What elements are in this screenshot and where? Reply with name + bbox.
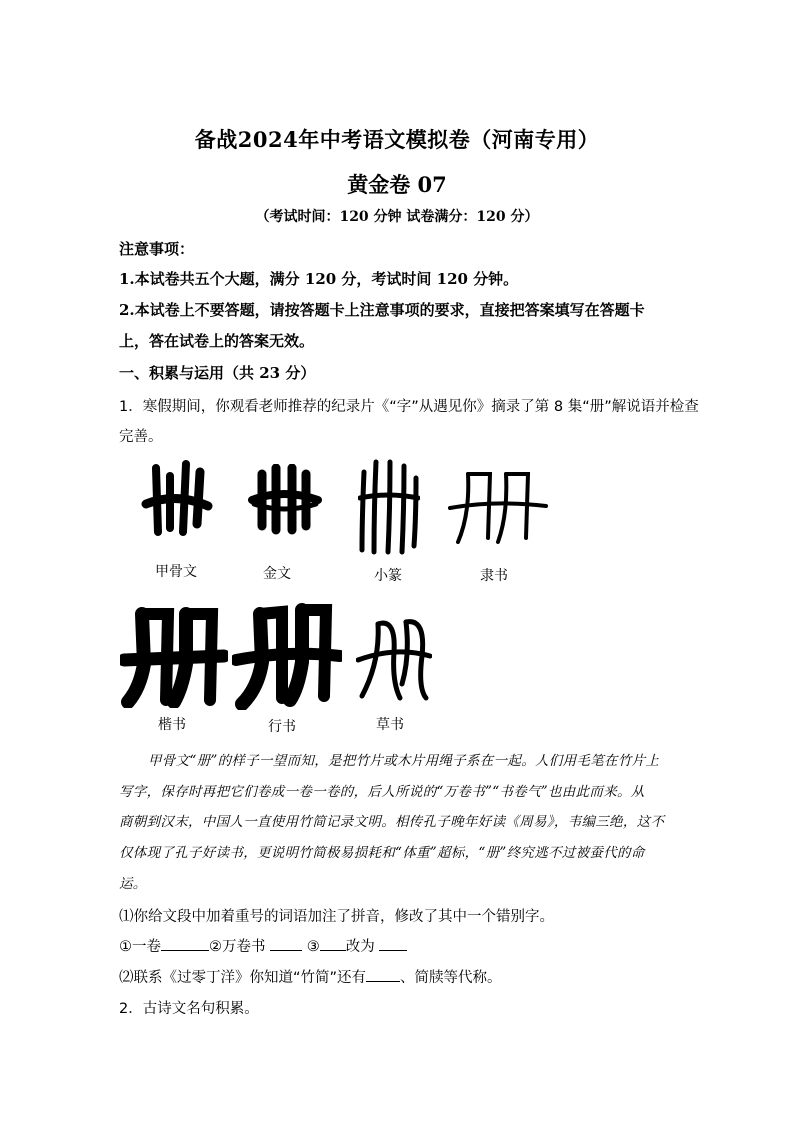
passage-line-1: 甲骨文“册”的样子一望而知，是把竹片或木片用绳子系在一起。人们用毛笔在竹片上 [148,753,660,769]
question-1-line-1: 1．寒假期间，你观看老师推荐的纪录片《“字”从遇见你》摘录了第 8 集“册”解说语并检查 [119,399,699,415]
notes-heading: 注意事项： [119,240,195,258]
notes-item-1: 1.本试卷共五个大题，满分 120 分，考试时间 120 分钟。 [119,270,519,288]
section-1-heading: 一、积累与运用（共 23 分） [119,364,316,382]
clerical-script-glyph-image [446,464,550,546]
answer-blank-3[interactable] [320,936,346,951]
exam-title: 备战2024年中考语文模拟卷（河南专用） [194,127,600,152]
subquestion-1-2-text-a: ⑵联系《过零丁洋》你知道“竹简”还有 [119,970,367,986]
caption-clerical: 隶书 [480,568,508,584]
question-1-line-2: 完善。 [119,429,163,445]
bronze-script-glyph-image [248,464,322,536]
notes-item-2-line-1: 2.本试卷上不要答题，请按答题卡上注意事项的要求，直接把答案填写在答题卡 [119,301,645,319]
regular-script-glyph-image [120,604,228,708]
passage-line-4: 仅体现了孔子好读书，更说明竹简极易损耗和“体重”超标，“册”终究逃不过被蚕代的命 [119,845,645,861]
exam-info: （考试时间：120 分钟 试卷满分：120 分） [255,209,539,225]
oracle-bone-glyph-image [140,458,216,542]
passage-line-3: 商朝到汉末，中国人一直使用竹简记录文明。相传孔子晚年好读《周易》，韦编三绝，这不 [119,814,665,830]
fill-in-row [119,935,679,956]
answer-blank-4[interactable] [379,936,407,951]
question-2: 2．古诗文名句积累。 [119,1001,259,1017]
caption-running: 行书 [268,719,296,735]
subquestion-1-1: ⑴你给文段中加着重号的词语加注了拼音，修改了其中一个错别字。 [119,909,554,925]
answer-blank-1[interactable] [161,936,209,951]
running-script-glyph-image [232,600,342,710]
fill-label-3: ③ [306,939,320,955]
caption-small-seal: 小篆 [374,568,402,584]
caption-oracle-bone: 甲骨文 [155,564,197,580]
caption-regular: 楷书 [158,717,186,733]
fill-label-2: ②万卷书 [209,939,266,955]
caption-cursive: 草书 [376,717,404,733]
exam-subtitle: 黄金卷 07 [347,172,447,197]
cursive-script-glyph-image [356,612,432,702]
fill-label-4: 改为 [345,939,375,955]
subquestion-1-2-text-b: 、简牍等代称。 [400,970,502,986]
answer-blank-5[interactable] [366,967,400,982]
fill-label-1: ①一卷 [119,939,161,955]
caption-bronze: 金文 [263,566,291,582]
answer-blank-2[interactable] [270,936,302,951]
passage-line-5: 运。 [119,876,147,892]
notes-item-2-line-2: 上，答在试卷上的答案无效。 [119,332,315,350]
small-seal-glyph-image [358,458,420,556]
subquestion-1-2 [119,966,679,987]
passage-line-2: 写字，保存时再把它们卷成一卷一卷的，后人所说的“万卷书”“书卷气”也由此而来。从 [119,784,645,800]
